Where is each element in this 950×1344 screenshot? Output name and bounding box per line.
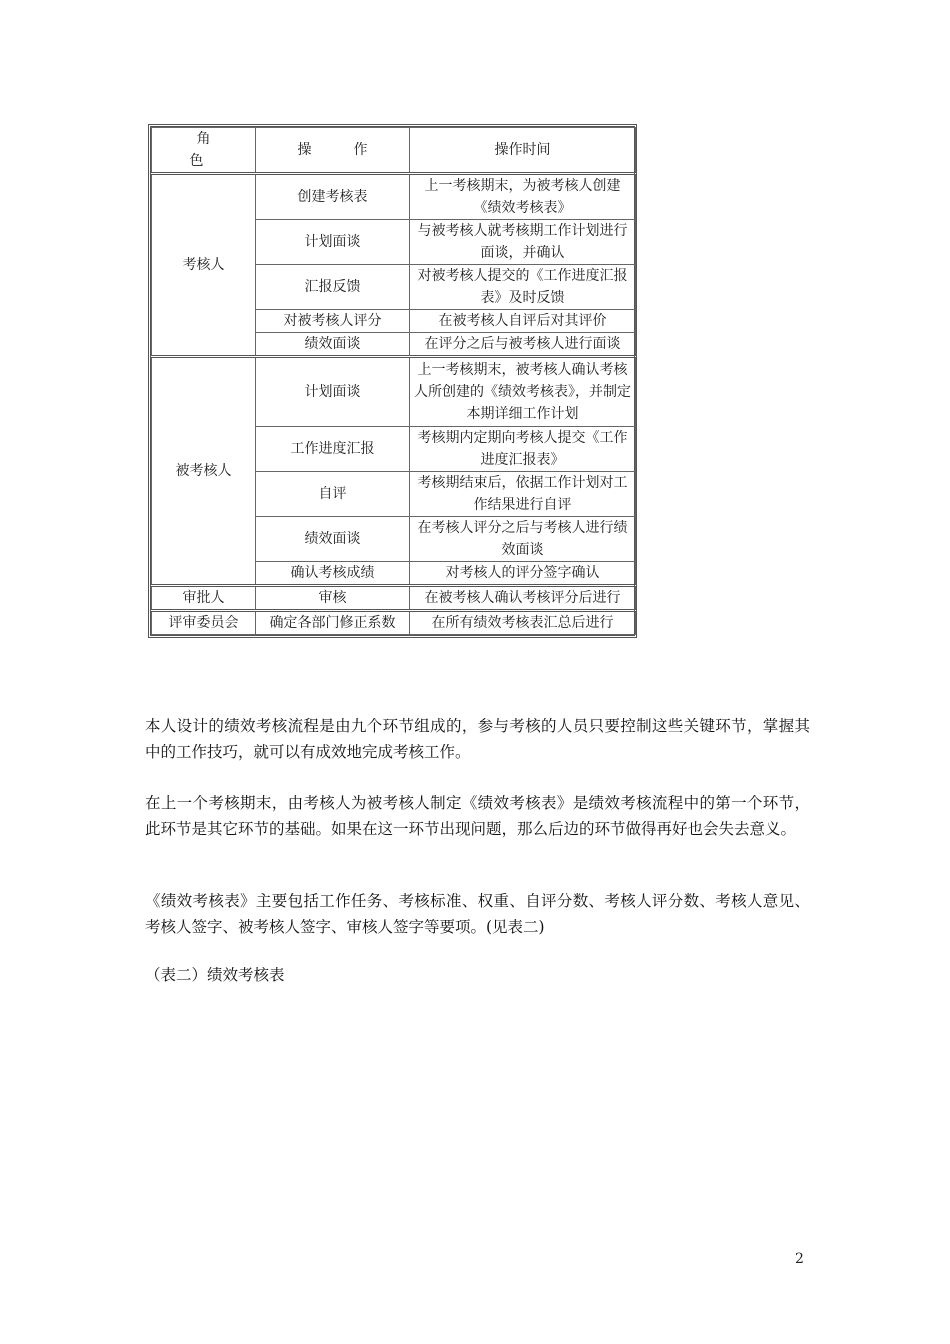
table-row [152,174,636,220]
operation-cell: 确认考核成绩 [256,562,410,586]
operation-cell: 对被考核人评分 [256,310,410,333]
time-cell: 与被考核人就考核期工作计划进行面谈，并确认 [410,220,636,265]
role-cell: 审批人 [152,586,256,611]
operation-cell: 计划面谈 [256,357,410,427]
table-two-caption: （表二）绩效考核表 [145,966,285,984]
operation-cell: 创建考核表 [256,174,410,220]
paragraph-process-intro: 本人设计的绩效考核流程是由九个环节组成的，参与考核的人员只要控制这些关键环节，掌握其中的工作技巧，就可以有成效地完成考核工作。 [145,717,810,761]
operation-cell: 绩效面谈 [256,517,410,562]
table-row [152,611,636,635]
header-role: 角 色 [152,128,256,174]
time-cell: 上一考核期末，被考核人确认考核人所创建的《绩效考核表》，并制定本期详细工作计划 [410,357,636,427]
time-cell: 在考核人评分之后与考核人进行绩效面谈 [410,517,636,562]
page-number: 2 [795,1251,804,1267]
operation-cell: 审核 [256,586,410,611]
time-cell: 在评分之后与被考核人进行面谈 [410,333,636,357]
operation-cell: 绩效面谈 [256,333,410,357]
operation-cell: 确定各部门修正系数 [256,611,410,635]
time-cell: 在被考核人自评后对其评价 [410,310,636,333]
time-cell: 对考核人的评分签字确认 [410,562,636,586]
paragraph-first-step: 在上一个考核期末，由考核人为被考核人制定《绩效考核表》是绩效考核流程中的第一个环节，此环节是其它环节的基础。如果在这一环节出现问题，那么后边的环节做得再好也会失去意义。 [145,794,810,838]
operation-cell: 工作进度汇报 [256,427,410,472]
table-row [152,586,636,611]
time-cell: 考核期结束后，依据工作计划对工作结果进行自评 [410,472,636,517]
time-cell: 上一考核期末，为被考核人创建《绩效考核表》 [410,174,636,220]
time-cell: 在被考核人确认考核评分后进行 [410,586,636,611]
paragraph-form-contents: 《绩效考核表》主要包括工作任务、考核标准、权重、自评分数、考核人评分数、考核人意见、考核人签字、被考核人签字、审核人签字等要项。(见表二) [145,892,810,936]
table-row [152,357,636,427]
time-cell: 对被考核人提交的《工作进度汇报表》及时反馈 [410,265,636,310]
header-operation: 操 作 [256,128,410,174]
operation-cell: 汇报反馈 [256,265,410,310]
time-cell: 考核期内定期向考核人提交《工作进度汇报表》 [410,427,636,472]
role-cell: 评审委员会 [152,611,256,635]
header-operation-time: 操作时间 [410,128,636,174]
time-cell: 在所有绩效考核表汇总后进行 [410,611,636,635]
roles-operations-table [148,124,637,638]
role-cell: 被考核人 [152,357,256,586]
operation-cell: 自评 [256,472,410,517]
role-cell: 考核人 [152,174,256,357]
roles-table [151,127,636,635]
operation-cell: 计划面谈 [256,220,410,265]
